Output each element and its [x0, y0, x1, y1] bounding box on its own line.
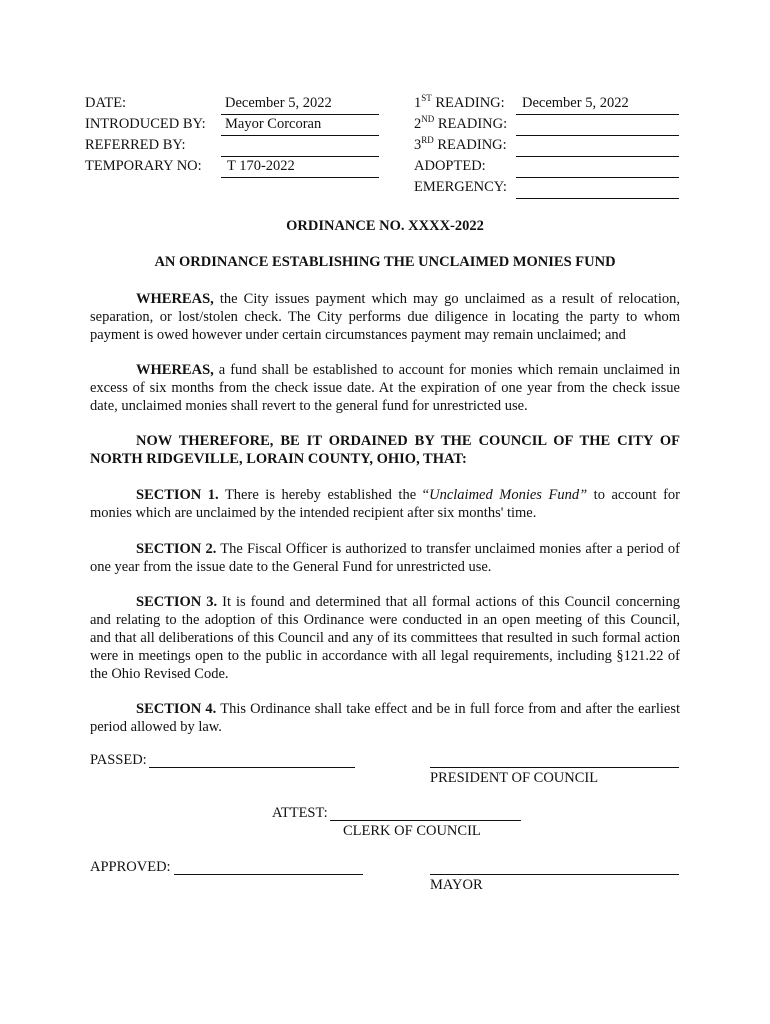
- section-1-text-a: There is hereby established the “: [218, 487, 430, 503]
- emergency-label: EMERGENCY:: [414, 179, 507, 195]
- referred-by-underline: [221, 156, 379, 157]
- attest-line: [330, 820, 521, 821]
- introduced-by-label: INTRODUCED BY:: [85, 116, 206, 132]
- introduced-by-value: Mayor Corcoran: [225, 116, 322, 132]
- whereas-text-1: the City issues payment which may go unclaimed as a result of relocation, separation, or lost/stolen check. The City performs due diligence in locating the party to whom payment is owed however under certain circumstances payment may remain unclaimed; and: [90, 291, 680, 343]
- ordinance-title: ORDINANCE NO. XXXX-2022: [286, 218, 484, 234]
- section-2-paragraph: [90, 540, 680, 576]
- adopted-underline: [516, 177, 679, 178]
- passed-line: [149, 767, 355, 768]
- temporary-no-value: T 170-2022: [227, 158, 295, 174]
- introduced-by-underline: [221, 135, 379, 136]
- section-3-text: It is found and determined that all formal actions of this Council concerning and relating to the adoption of this Ordinance were conducted in an open meeting of this Council, and that all deliberations of this Council and any of its committees that resulted in such formal action were in meetings open to the public in accordance with all legal requirements, including §121.22 of the Ohio Revised Code.: [90, 594, 680, 682]
- section-1-paragraph: [90, 486, 680, 522]
- second-reading-label: 2ND READING:: [414, 114, 508, 132]
- emergency-underline: [516, 198, 679, 199]
- first-reading-underline: [516, 114, 679, 115]
- section-3-lead: SECTION 3.: [136, 594, 218, 610]
- third-reading-label: 3RD READING:: [414, 135, 507, 153]
- section-3-paragraph: [90, 593, 680, 683]
- section-1-fund-name: Unclaimed Monies Fund”: [429, 487, 588, 503]
- referred-by-label: REFERRED BY:: [85, 137, 186, 153]
- section-2-lead: SECTION 2.: [136, 541, 217, 557]
- ordinance-subtitle: AN ORDINANCE ESTABLISHING THE UNCLAIMED MONIES FUND: [154, 254, 616, 270]
- section-1-text-b: to account for monies which are unclaimed by the intended recipient after six months' time.: [90, 487, 681, 521]
- president-label: PRESIDENT OF COUNCIL: [430, 770, 599, 786]
- adopted-label: ADOPTED:: [414, 158, 486, 174]
- first-reading-value: December 5, 2022: [522, 95, 629, 111]
- now-therefore-paragraph: [90, 432, 680, 468]
- passed-label: PASSED:: [90, 752, 147, 768]
- whereas-text-2: a fund shall be established to account for monies which remain unclaimed in excess of six months from the check issue date. At the expiration of one year from the check issue date, unclaimed monies shall revert to the general fund for unrestricted use.: [90, 362, 680, 414]
- mayor-signature-line: [430, 874, 679, 875]
- whereas-lead-2: WHEREAS,: [136, 362, 214, 378]
- section-4-text: This Ordinance shall take effect and be in full force from and after the earliest period allowed by law.: [90, 701, 680, 735]
- temporary-no-underline: [221, 177, 379, 178]
- section-2-text: The Fiscal Officer is authorized to transfer unclaimed monies after a period of one year from the issue date to the General Fund for unrestricted use.: [90, 541, 680, 575]
- whereas-paragraph-2: [90, 361, 680, 415]
- approved-label: APPROVED:: [90, 859, 171, 875]
- approved-line: [174, 874, 363, 875]
- third-reading-underline: [516, 156, 679, 157]
- mayor-label: MAYOR: [430, 877, 483, 893]
- now-therefore-text: NOW THEREFORE, BE IT ORDAINED BY THE COUNCIL OF THE CITY OF NORTH RIDGEVILLE, LORAIN COUNTY, OHIO, THAT:: [90, 433, 680, 467]
- first-reading-label: 1ST READING:: [414, 93, 505, 111]
- second-reading-underline: [516, 135, 679, 136]
- attest-label: ATTEST:: [272, 805, 328, 821]
- section-1-lead: SECTION 1.: [136, 487, 219, 503]
- whereas-paragraph-1: [90, 290, 680, 344]
- date-label: DATE:: [85, 95, 127, 111]
- section-4-paragraph: [90, 700, 680, 736]
- clerk-label: CLERK OF COUNCIL: [343, 823, 481, 839]
- president-signature-line: [430, 767, 679, 768]
- date-value: December 5, 2022: [225, 95, 332, 111]
- section-4-lead: SECTION 4.: [136, 701, 217, 717]
- temporary-no-label: TEMPORARY NO:: [85, 158, 202, 174]
- date-underline: [221, 114, 379, 115]
- whereas-lead-1: WHEREAS,: [136, 291, 214, 307]
